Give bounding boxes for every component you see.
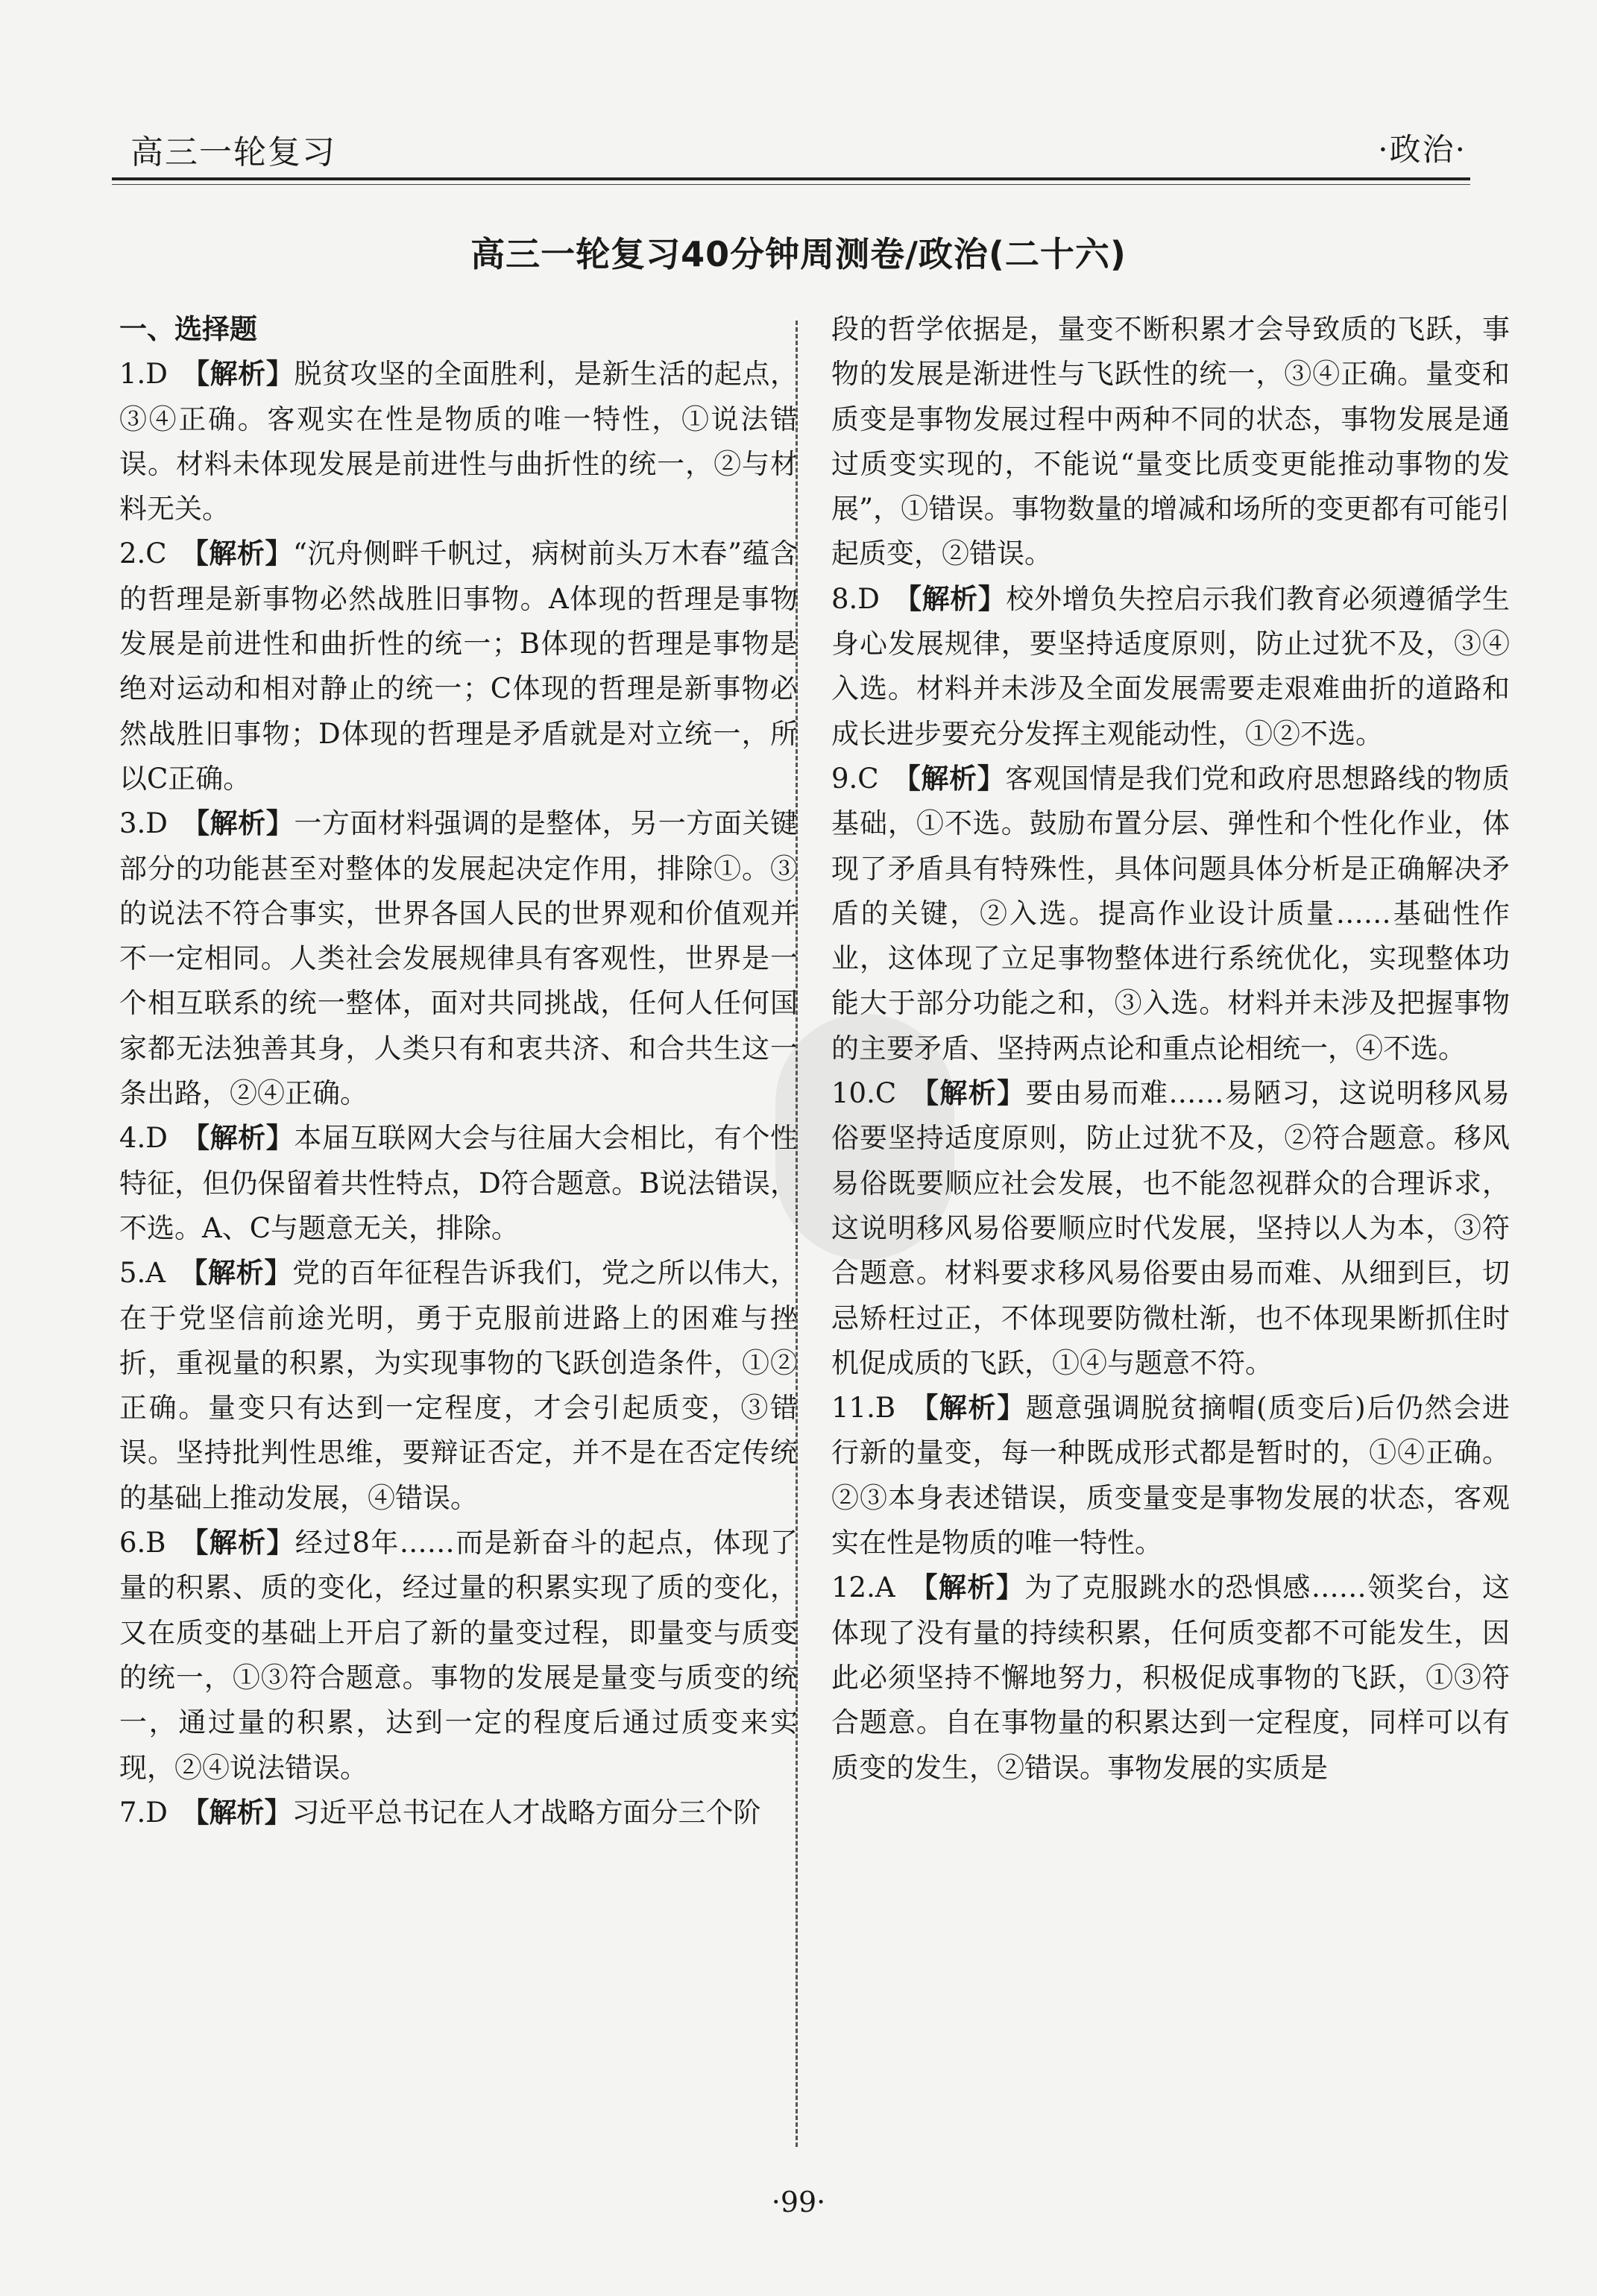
answer-item bbox=[831, 307, 1510, 577]
left-item-list bbox=[119, 352, 798, 1835]
analysis-tag: 【解析】 bbox=[181, 807, 294, 840]
page-number: ·99· bbox=[771, 2186, 826, 2218]
analysis-text: 本届互联网大会与往届大会相比，有个性特征，但仍保留着共性特点，D符合题意。B说法错误，不选。A、C与题意无关，排除。 bbox=[119, 1122, 798, 1244]
header-series: 高三一轮复习 bbox=[130, 133, 336, 171]
analysis-text: 习近平总书记在人才战略方面分三个阶 bbox=[292, 1796, 761, 1829]
answer-item bbox=[119, 1521, 798, 1791]
right-item-list bbox=[831, 307, 1510, 1791]
answer-item bbox=[119, 352, 798, 532]
answer-item bbox=[119, 1116, 798, 1251]
answer-number: 11.B bbox=[831, 1392, 896, 1425]
analysis-tag: 【解析】 bbox=[910, 1077, 1026, 1110]
answer-item bbox=[831, 1386, 1510, 1565]
section-title: 一、选择题 bbox=[119, 313, 257, 345]
left-column bbox=[119, 307, 798, 1835]
answer-item bbox=[119, 1791, 798, 1835]
header-subject: ·政治· bbox=[1378, 131, 1467, 168]
answer-number: 9.C bbox=[831, 762, 879, 795]
analysis-tag: 【解析】 bbox=[179, 1257, 293, 1290]
answer-item bbox=[119, 1251, 798, 1521]
answer-number: 12.A bbox=[831, 1571, 895, 1604]
answer-number: 2.C bbox=[119, 537, 167, 570]
column-divider bbox=[796, 321, 798, 2147]
analysis-tag: 【解析】 bbox=[180, 1527, 295, 1559]
analysis-text: 要由易而难……易陋习，这说明移风易俗要坚持适度原则，防止过犹不及，②符合题意。移风易俗既要顺应社会发展，也不能忽视群众的合理诉求，这说明移风易俗要顺应时代发展，坚持以人为本，③符合题意。材料要求移风易俗要由易而难、从细到巨，切忌矫枉过正，不体现要防微杜渐，也不体现果断抓住时机促成质的飞跃，①④与题意不符。 bbox=[831, 1077, 1511, 1379]
analysis-tag: 【解析】 bbox=[181, 1122, 294, 1155]
analysis-text: 校外增负失控启示我们教育必须遵循学生身心发展规律，要坚持适度原则，防止过犹不及，③④入选。材料并未涉及全面发展需要走艰难曲折的道路和成长进步要充分发挥主观能动性，①②不选。 bbox=[831, 582, 1511, 750]
analysis-text: 客观国情是我们党和政府思想路线的物质基础，①不选。鼓励布置分层、弹性和个性化作业，体现了矛盾具有特殊性，具体问题具体分析是正确解决矛盾的关键，②入选。提高作业设计质量……基础性作业，这体现了立足事物整体进行系统优化，实现整体功能大于部分功能之和，③入选。材料并未涉及把握事物的主要矛盾、坚持两点论和重点论相统一，④不选。 bbox=[831, 762, 1511, 1065]
analysis-text: 题意强调脱贫摘帽(质变后)后仍然会进行新的量变，每一种既成形式都是暂时的，①④正确。②③本身表述错误，质变量变是事物发展的状态，客观实在性是物质的唯一特性。 bbox=[831, 1392, 1511, 1559]
analysis-text: 脱贫攻坚的全面胜利，是新生活的起点，③④正确。客观实在性是物质的唯一特性，①说法错误。材料未体现发展是前进性与曲折性的统一，②与材料无关。 bbox=[119, 358, 798, 526]
right-column bbox=[831, 307, 1510, 1791]
answer-item bbox=[119, 801, 798, 1116]
analysis-text: 党的百年征程告诉我们，党之所以伟大，在于党坚信前途光明，勇于克服前进路上的困难与挫折，重视量的积累，为实现事物的飞跃创造条件，①②正确。量变只有达到一定程度，才会引起质变，③错误。坚持批判性思维，要辩证否定，并不是在否定传统的基础上推动发展，④错误。 bbox=[119, 1257, 798, 1514]
analysis-tag: 【解析】 bbox=[181, 358, 294, 391]
analysis-tag: 【解析】 bbox=[892, 762, 1006, 795]
analysis-tag: 【解析】 bbox=[180, 537, 293, 570]
page-title: 高三一轮复习40分钟周测卷/政治(二十六) bbox=[470, 234, 1127, 274]
answer-number: 1.D bbox=[119, 358, 168, 391]
analysis-text: 段的哲学依据是，量变不断积累才会导致质的飞跃，事物的发展是渐进性与飞跃性的统一，③④正确。量变和质变是事物发展过程中两种不同的状态，事物发展是通过质变实现的，不能说“量变比质变更能推动事物的发展”，①错误。事物数量的增减和场所的变更都有可能引起质变，②错误。 bbox=[831, 313, 1510, 570]
answer-number: 7.D bbox=[119, 1796, 168, 1829]
analysis-text: “沉舟侧畔千帆过，病树前头万木春”蕴含的哲理是新事物必然战胜旧事物。A体现的哲理是事物发展是前进性和曲折性的统一；B体现的哲理是事物是绝对运动和相对静止的统一；C体现的哲理是新事物必然战胜旧事物；D体现的哲理是矛盾就是对立统一，所以C正确。 bbox=[119, 537, 798, 795]
answer-item bbox=[831, 1071, 1510, 1386]
answer-number: 10.C bbox=[831, 1077, 897, 1110]
analysis-tag: 【解析】 bbox=[909, 1571, 1025, 1604]
header-rule-thin bbox=[112, 184, 1470, 185]
answer-item bbox=[831, 1565, 1510, 1790]
answer-item bbox=[119, 532, 798, 801]
answer-item bbox=[831, 757, 1510, 1071]
analysis-tag: 【解析】 bbox=[181, 1796, 292, 1829]
analysis-tag: 【解析】 bbox=[909, 1392, 1026, 1425]
analysis-text: 一方面材料强调的是整体，另一方面关键部分的功能甚至对整体的发展起决定作用，排除①。③的说法不符合事实，世界各国人民的世界观和价值观并不一定相同。人类社会发展规律具有客观性，世界是一个相互联系的统一整体，面对共同挑战，任何人任何国家都无法独善其身，人类只有和衷共济、和合共生这一条出路，②④正确。 bbox=[119, 807, 798, 1110]
header-rule-thick bbox=[112, 177, 1470, 180]
answer-number: 8.D bbox=[831, 582, 880, 615]
analysis-tag: 【解析】 bbox=[893, 582, 1007, 615]
answer-item bbox=[831, 577, 1510, 757]
answer-number: 3.D bbox=[119, 807, 168, 840]
analysis-text: 为了克服跳水的恐惧感……领奖台，这体现了没有量的持续积累，任何质变都不可能发生，因此必须坚持不懈地努力，积极促成事物的飞跃，①③符合题意。自在事物量的积累达到一定程度，同样可以有质变的发生，②错误。事物发展的实质是 bbox=[831, 1571, 1510, 1784]
answer-number: 5.A bbox=[119, 1257, 166, 1290]
answer-number: 4.D bbox=[119, 1122, 168, 1155]
answer-number: 6.B bbox=[119, 1527, 166, 1559]
analysis-text: 经过8年……而是新奋斗的起点，体现了量的积累、质的变化，经过量的积累实现了质的变化，又在质变的基础上开启了新的量变过程，即量变与质变的统一，①③符合题意。事物的发展是量变与质变的统一，通过量的积累，达到一定的程度后通过质变来实现，②④说法错误。 bbox=[119, 1527, 798, 1784]
